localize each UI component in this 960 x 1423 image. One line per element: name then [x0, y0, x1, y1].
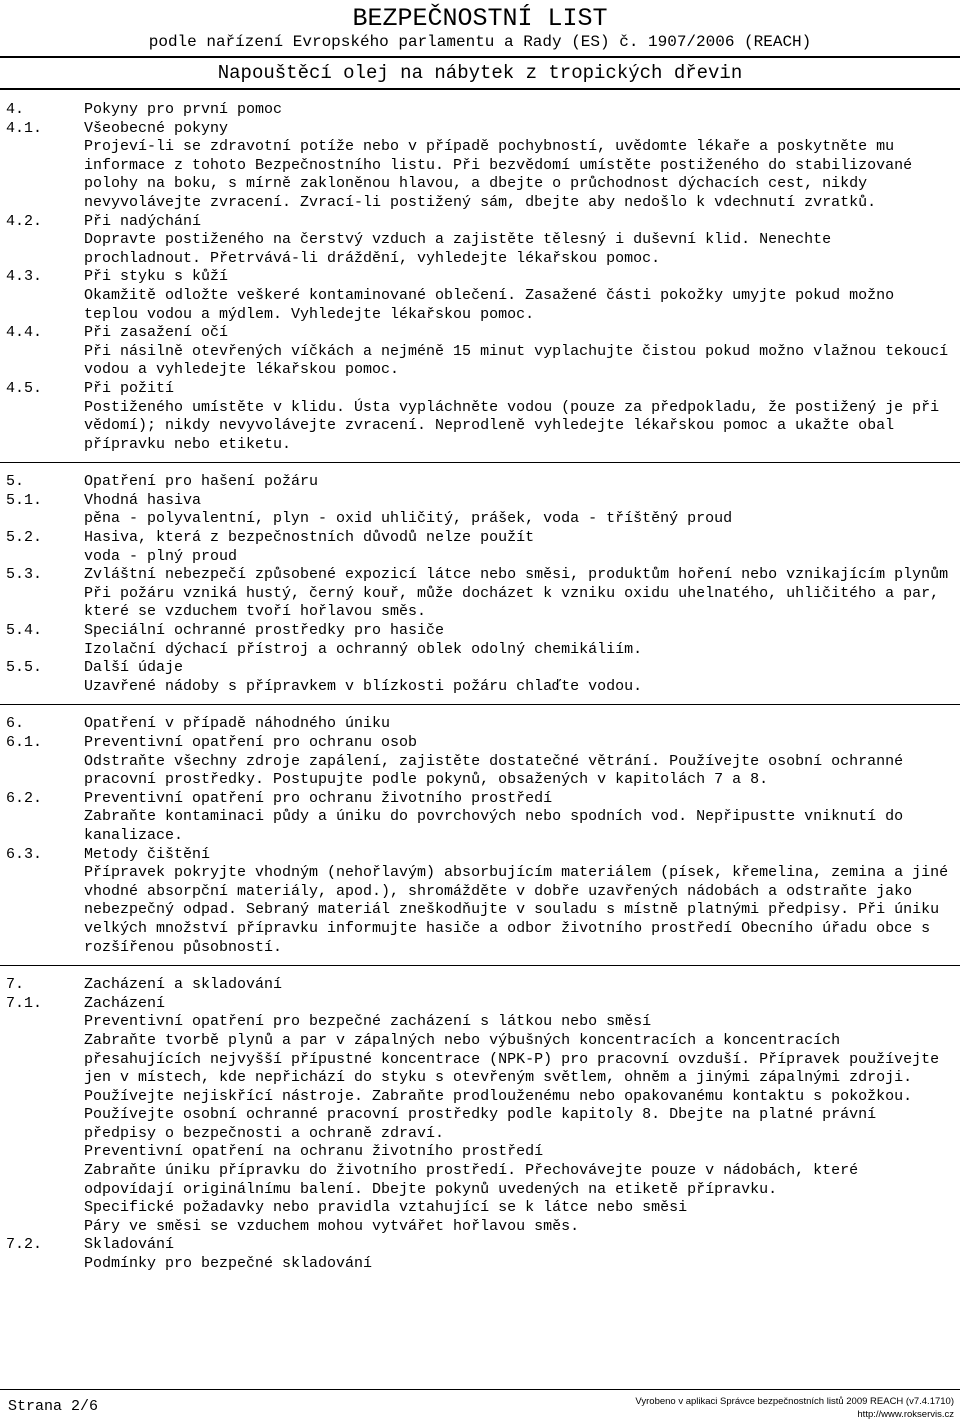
section-heading-row [0, 622, 960, 641]
section-divider [0, 462, 960, 463]
section-number: 6. [6, 715, 25, 733]
section-heading: Zacházení a skladování [84, 976, 283, 994]
section [0, 976, 960, 1274]
section-heading: Preventivní opatření pro ochranu životního prostředí [84, 789, 553, 807]
section-number: 4.4. [6, 324, 43, 342]
section-number: 4.1. [6, 119, 43, 137]
page-number: Strana 2/6 [8, 1398, 99, 1415]
section-heading-row [0, 492, 960, 511]
product-name: Napouštěcí olej na nábytek z tropických dřevin [217, 62, 743, 84]
section-divider [0, 704, 960, 705]
section-heading: Opatření v případě náhodného úniku [84, 715, 391, 733]
section-heading: Při nadýchání [84, 212, 202, 230]
section-heading: Při zasažení očí [84, 324, 229, 342]
section-heading-row [0, 976, 960, 995]
document-body [0, 101, 960, 1274]
section-number: 5.4. [6, 622, 43, 640]
section-paragraph: Okamžitě odložte veškeré kontaminované oblečení. Zasažené části pokožky umyjte pokud možno teplou vodou a mýdlem. Vyhledejte lékařskou pomoc. [84, 286, 895, 323]
section-number [0, 1143, 84, 1162]
section-heading: Zvláštní nebezpečí způsobené expozicí látce nebo směsi, produktům hoření nebo vznikajícím plynům [84, 566, 949, 584]
software-credit: Vyrobeno v aplikaci Správce bezpečnostních listů 2009 REACH (v7.4.1710) [635, 1396, 954, 1407]
section-heading: Preventivní opatření na ochranu životního prostředí [84, 1143, 544, 1161]
section-paragraph: pěna - polyvalentní, plyn - oxid uhličitý, prášek, voda - tříštěný proud [84, 510, 733, 528]
section-number: 5.1. [6, 491, 43, 509]
section-paragraph: Postiženého umístěte v klidu. Ústa vypláchněte vodou (pouze za předpokladu, že postižený je při vědomí); nikdy nevyvolávejte zvracení. Neprodleně vyhledejte lékařskou pomoc a ukažte obal přípravku nebo etiketu. [84, 398, 940, 453]
section-heading-row [0, 1236, 960, 1255]
section-heading-row [0, 324, 960, 343]
vendor-link[interactable]: http://www.rokservis.cz [857, 1409, 954, 1420]
section-heading: Preventivní opatření pro bezpečné zacházení s látkou nebo směsí [84, 1013, 652, 1031]
header-divider [0, 88, 960, 90]
section-heading-row [0, 734, 960, 753]
section-heading: Při styku s kůží [84, 268, 229, 286]
section-heading: Skladování [84, 1236, 175, 1254]
section-number: 4. [6, 101, 25, 118]
section-paragraph: Zabraňte kontaminaci půdy a úniku do povrchových nebo spodních vod. Nepřipustte vniknutí do kanalizace. [84, 808, 904, 844]
section-number: 7.2. [6, 1236, 43, 1254]
section-paragraph: Páry ve směsi se vzduchem mohou vytvářet hořlavou směs. [84, 1217, 580, 1235]
section-heading: Metody čištění [84, 845, 211, 863]
section-number: 5.3. [6, 566, 43, 584]
section-paragraph: Dopravte postiženého na čerstvý vzduch a zajistěte tělesný i duševní klid. Nenechte prochladnout. Přetrvává-li dráždění, vyhledejte lékařskou pomoc. [84, 231, 832, 267]
section-paragraph: Projeví-li se zdravotní potíže nebo v případě pochybností, uvědomte lékaře a poskytněte mu informace z tohoto Bezpečnostního listu. Při bezvědomí umístěte postiženého do stabilizované polohy na boku, s mírně zakloněnou hlavou, a dbejte o průchodnost dýchacích cest, nikdy nevyvolávejte zvracení. Zvrací-li postižený sám, dbejte aby nedošlo k vdechnutí zvratků. [84, 138, 913, 211]
section-number: 4.2. [6, 212, 43, 230]
section-number: 5. [6, 473, 25, 491]
section-paragraph: Odstraňte všechny zdroje zapálení, zajistěte dostatečné větrání. Používejte osobní ochranné pracovní prostředky. Postupujte podle pokynů, obsažených v kapitolách 7 a 8. [84, 752, 904, 789]
section-heading-row [0, 846, 960, 865]
section-heading: Další údaje [84, 659, 184, 677]
section-heading-row [0, 1199, 960, 1218]
section-heading-row [0, 101, 960, 120]
section-heading: Pokyny pro první pomoc [84, 101, 283, 118]
section [0, 101, 960, 454]
section-heading: Všeobecné pokyny [84, 119, 229, 137]
section-heading-row [0, 995, 960, 1014]
section-heading: Opatření pro hašení požáru [84, 473, 319, 491]
section-heading-row [0, 380, 960, 399]
section-number: 4.3. [6, 268, 43, 286]
section-heading-row [0, 715, 960, 734]
header-divider [0, 56, 960, 58]
section-paragraph: Uzavřené nádoby s přípravkem v blízkosti požáru chlaďte vodou. [84, 677, 643, 695]
section-heading: Vhodná hasiva [84, 491, 202, 509]
section-number [0, 1255, 84, 1274]
section-heading-row [0, 213, 960, 232]
section-paragraph: voda - plný proud [84, 547, 238, 565]
document-title: BEZPEČNOSTNÍ LIST [352, 4, 608, 33]
section-heading-row [0, 659, 960, 678]
section [0, 473, 960, 696]
section-heading: Při požití [84, 379, 175, 397]
section-heading-row [0, 1013, 960, 1032]
section-heading-row [0, 566, 960, 585]
section-heading-row [0, 1255, 960, 1274]
section-paragraph: Přípravek pokryjte vhodným (nehořlavým) absorbujícím materiálem (písek, křemelina, zemina a jiné vhodné absorpční materiály, apod.), shromážděte v dobře uzavřených nádobách a odstraňte jako nebezpečný odpad. Sebraný materiál zneškodňujte v souladu s místně platnými předpisy. Při úniku velkých množství přípravku informujte hasiče a odbor životního prostředí Obecního úřadu obce s rozšířenou působností. [84, 864, 949, 956]
section-paragraph: Zabraňte úniku přípravku do životního prostředí. Přechovávejte pouze v nádobách, které odpovídají originálnímu balení. Dbejte pokynů uvedených na etiketě přípravku. [84, 1162, 859, 1198]
section-heading-row [0, 120, 960, 139]
section-heading-row [0, 529, 960, 548]
section-heading: Preventivní opatření pro ochranu osob [84, 734, 418, 751]
section-heading-row [0, 1143, 960, 1162]
section-number [0, 1013, 84, 1032]
section-heading-row [0, 268, 960, 287]
section-paragraph: Zabraňte tvorbě plynů a par v zápalných nebo výbušných koncentracích a koncentracích přesahujících nejvyšší přípustné koncentrace (NPK-P) pro pracovní ovzduší. Přípravek používejte jen v místech, kde nepřichází do styku s otevřeným světlem, ohněm a jinými zápalnými zdroji. Používejte nejiskřící nástroje. Zabraňte prodlouženému nebo opakovanému kontaktu s pokožkou. Používejte osobní ochranné pracovní prostředky podle kapitoly 8. Dbejte na platné právní předpisy o bezpečnosti a ochraně zdraví. [84, 1031, 940, 1142]
footer-divider [0, 1389, 960, 1390]
section-number: 7.1. [6, 994, 43, 1012]
section-paragraph: Při násilně otevřených víčkách a nejméně 15 minut vyplachujte čistou pokud možno vlažnou tekoucí vodou a vyhledejte lékařskou pomoc. [84, 342, 949, 379]
section-number: 5.5. [6, 659, 43, 677]
section-number [0, 1199, 84, 1218]
section-paragraph: Při požáru vzniká hustý, černý kouř, může docházet k vzniku oxidu uhelnatého, uhličitého a par, které se vzduchem tvoří hořlavou směs. [84, 584, 940, 621]
section-heading: Zacházení [84, 994, 166, 1012]
section-heading-row [0, 473, 960, 492]
section-number: 6.3. [6, 845, 43, 863]
section [0, 715, 960, 957]
regulation-subtitle: podle nařízení Evropského parlamentu a Rady (ES) č. 1907/2006 (REACH) [148, 33, 812, 51]
section-heading: Hasiva, která z bezpečnostních důvodů nelze použít [84, 529, 535, 547]
section-heading: Specifické požadavky nebo pravidla vztahující se k látce nebo směsi [84, 1199, 688, 1217]
section-number: 4.5. [6, 379, 43, 397]
section-number: 7. [6, 976, 25, 994]
section-divider [0, 965, 960, 966]
section-heading-row [0, 790, 960, 809]
section-paragraph: Izolační dýchací přístroj a ochranný oblek odolný chemikáliím. [84, 640, 643, 658]
section-number: 5.2. [6, 529, 43, 547]
section-number: 6.1. [6, 734, 43, 751]
section-heading: Podmínky pro bezpečné skladování [84, 1255, 373, 1273]
section-heading: Speciální ochranné prostředky pro hasiče [84, 622, 445, 640]
section-number: 6.2. [6, 789, 43, 807]
